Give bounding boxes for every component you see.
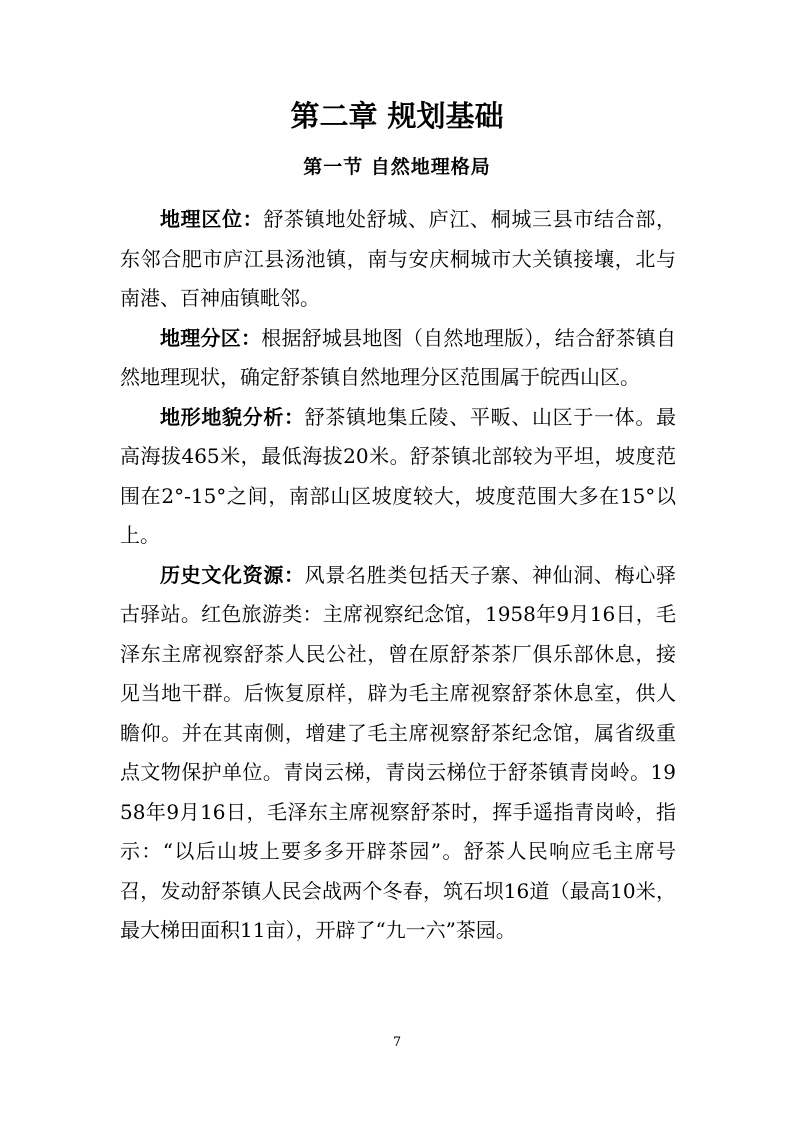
paragraph-lead: 地理分区： (160, 325, 262, 350)
paragraph-text: 风景名胜类包括天子寨、神仙洞、梅心驿古驿站。红色旅游类：主席视察纪念馆，1958年9月16日，毛泽东主席视察舒茶人民公社，曾在原舒茶茶厂俱乐部休息，接见当地干群。后恢复原样，辟为毛主席视察舒茶休息室，供人瞻仰。并在其南侧，增建了毛主席视察舒茶纪念馆，属省级重点文物保护单位。青岗云梯，青岗云梯位于舒茶镇青岗岭。1958年9月16日，毛泽东主席视察舒茶时，挥手遥指青岗岭，指示：“以后山坡上要多多开辟茶园”。舒茶人民响应毛主席号召，发动舒茶镇人民会战两个冬春，筑石坝16道（最高10米，最大梯田面积11亩），开辟了“九一六”茶园。 (120, 562, 677, 942)
body-text (120, 200, 676, 951)
section-title: 第一节 自然地理格局 (303, 156, 491, 178)
paragraph-terrain (120, 398, 676, 556)
paragraph-lead: 地理区位： (160, 207, 264, 231)
page-number: 7 (392, 1035, 402, 1050)
paragraph-text: 舒茶镇地处舒城、庐江、桐城三县市结合部，东邻合肥市庐江县汤池镇，南与安庆桐城市大关镇接壤，北与南港、百神庙镇毗邻。 (120, 207, 677, 310)
paragraph-text: 根据舒城县地图（自然地理版），结合舒茶镇自然地理现状，确定舒茶镇自然地理分区范围属于皖西山区。 (120, 325, 677, 389)
paragraph-zoning (120, 319, 676, 398)
paragraph-lead: 地形地貌分析： (160, 404, 305, 429)
paragraph-location (120, 200, 676, 319)
chapter-title: 第二章 规划基础 (290, 99, 504, 133)
paragraph-text: 舒茶镇地集丘陵、平畈、山区于一体。最高海拔465米，最低海拔20米。舒茶镇北部较为平坦，坡度范围在2°-15°之间，南部山区坡度较大，坡度范围大多在15°以上。 (120, 404, 677, 547)
paragraph-heritage (120, 556, 676, 951)
paragraph-lead: 历史文化资源： (160, 562, 305, 587)
